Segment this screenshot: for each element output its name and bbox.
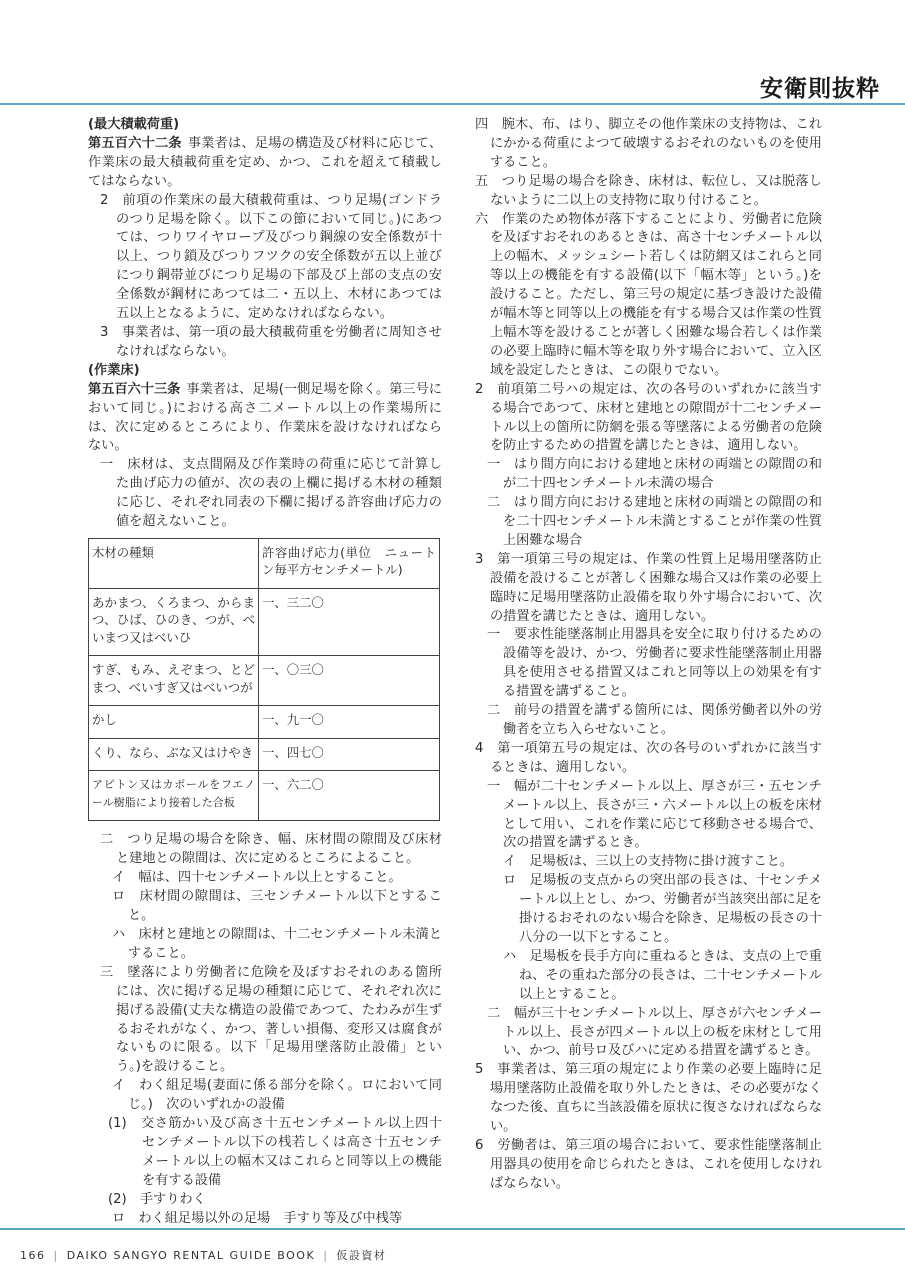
footer-separator: | [53,1249,59,1262]
sub-list-item: 一 幅が二十センチメートル以上、厚さが三・五センチメートル以上、長さが三・六メートル以上の板を床材として用い、これを作業に応じて移動させる場合で、次の措置を講ずるとき。 [487,778,822,851]
sub-list-item: 二 前号の措置を講ずる箇所には、関係労働者以外の労働者を立ち入らせないこと。 [487,703,822,737]
list-item: 二 つり足場の場合を除き、幅、床材間の隙間及び床材と建地との隙間は、次に定めるところによること。 [100,832,442,867]
paragraph: 5 事業者は、第三項の規定により作業の必要上臨時に足場用墜落防止設備を取り外したときは、その必要がなくなつた後、直ちに当該設備を原状に復さなければならない。 [475,1062,822,1135]
sub-sub-list-item: ロ 足場板の支点からの突出部の長さは、十センチメートル以上とし、かつ、労働者が当該突出部に足を掛けるおそれのない場合を除き、足場板の長さの十八分の一以下とすること。 [503,873,822,945]
table-cell-stress: 一、三二〇 [259,588,440,656]
article-562 [88,135,442,192]
article-text: 事業者は、足場(一側足場を除く。第三号において同じ。)における高さ二メートル以上の作業場所には、次に定めるところにより、作業床を設けなければならない。 [88,381,442,454]
table-row [89,706,440,739]
table-row [89,656,440,706]
table-row [89,738,440,771]
article-text: 事業者は、足場の構造及び材料に応じて、作業床の最大積載荷重を定め、かつ、これを超えて積載してはならない。 [88,135,443,189]
table-cell-wood: くり、なら、ぶな又はけやき [89,738,259,771]
list-item: 一 床材は、支点間隔及び作業時の荷重に応じて計算した曲げ応力の値が、次の表の上欄に掲げる木材の種類に応じ、それぞれ同表の下欄に掲げる許容曲げ応力の値を超えないこと。 [100,457,442,530]
table-header-row [89,538,440,588]
left-column [88,116,442,1228]
right-column [475,116,822,1194]
paragraph: 4 第一項第五号の規定は、次の各号のいずれかに該当するときは、適用しない。 [475,740,822,775]
table-header-wood: 木材の種類 [89,538,259,588]
table-header-stress: 許容曲げ応力(単位 ニュートン毎平方センチメートル) [259,538,440,588]
sub-list-item: ロ 床材間の隙間は、三センチメートル以下とすること。 [112,889,442,924]
page-title: 安衛則抜粋 [760,76,880,102]
table-row [89,588,440,656]
article-number: 第五百六十三条 [88,381,181,397]
table-cell-stress: 一、九一〇 [259,706,440,739]
paragraph: 3 事業者は、第一項の最大積載荷重を労働者に周知させなければならない。 [100,324,442,359]
article-563 [88,381,442,457]
paragraph: 2 前項第二号ハの規定は、次の各号のいずれかに該当する場合であつて、床材と建地との隙間が十二センチメートル以上の箇所に防網を張る等墜落による労働者の危険を防止するための措置を講じたときは、適用しない。 [475,381,822,454]
list-item: 四 腕木、布、はり、脚立その他作業床の支持物は、これにかかる荷重によつて破壊するおそれのないものを使用すること。 [475,117,822,170]
table-row [89,771,440,821]
section-name: 仮設資材 [336,1249,387,1262]
footer [20,1247,386,1263]
book-title: DAIKO SANGYO RENTAL GUIDE BOOK [66,1249,316,1262]
section-heading-work-floor: (作業床) [88,362,140,378]
sub-list-item: イ わく組足場(妻面に係る部分を除く。ロにおいて同じ。) 次のいずれかの設備 [112,1078,442,1113]
table-cell-wood: あかまつ、くろまつ、からまつ、ひば、ひのき、つが、べいまつ又はべいひ [89,588,259,656]
sub-list-item: ハ 床材と建地との隙間は、十二センチメートル未満とすること。 [112,926,442,961]
sub-list-item: 一 はり間方向における建地と床材の両端との隙間の和が二十四センチメートル未満の場合 [487,457,822,492]
section-heading-max-load: (最大積載荷重) [88,117,180,132]
sub-sub-list-item: ハ 足場板を長手方向に重ねるときは、支点の上で重ね、その重ねた部分の長さは、二十センチメートル以上とすること。 [503,948,822,1002]
table-cell-stress: 一、六二〇 [259,771,440,821]
allowable-stress-table [88,538,440,822]
sub-sub-list-item: イ 足場板は、三以上の支持物に掛け渡すこと。 [503,854,794,870]
paragraph: 3 第一項第三号の規定は、作業の性質上足場用墜落防止設備を設けることが著しく困難な場合又は作業の必要上臨時に足場用墜落防止設備を取り外す場合において、次の措置を講じたときは、適用しない。 [475,551,822,624]
sub-list-item: ロ わく組足場以外の足場 手すり等及び中桟等 [112,1210,403,1226]
footer-rule [0,1228,905,1230]
list-item: 五 つり足場の場合を除き、床材は、転位し、又は脱落しないように二以上の支持物に取り付けること。 [475,173,822,208]
sub-sub-list-item: (1) 交さ筋かい及び高さ十五センチメートル以上四十センチメートル以下の桟若しくは高さ十五センチメートル以上の幅木又はこれらと同等以上の機能を有する設備 [108,1116,442,1188]
title-rule [0,103,905,105]
table-cell-wood: かし [89,706,259,739]
paragraph: 2 前項の作業床の最大積載荷重は、つり足場(ゴンドラのつり足場を除く。以下この節において同じ。)にあつては、つりワイヤロープ及びつり鋼線の安全係数が十以上、つり鎖及びつりフツクの安全係数が五以上並びにつり鋼帯並びにつり足場の下部及び上部の支点の安全係数が鋼材にあつては二・五以上、木材にあつては五以上となるように、定めなければならない。 [100,192,442,322]
table-cell-wood: アピトン又はカポールをフエノール樹脂により接着した合板 [89,771,259,821]
sub-list-item: 二 幅が三十センチメートル以上、厚さが六センチメートル以上、長さが四メートル以上の板を床材として用い、かつ、前号ロ及びハに定める措置を講ずるとき。 [487,1005,822,1059]
table-cell-wood: すぎ、もみ、えぞまつ、とどまつ、べいすぎ又はべいつが [89,656,259,706]
sub-list-item: イ 幅は、四十センチメートル以上とすること。 [112,870,402,886]
sub-list-item: 一 要求性能墜落制止用器具を安全に取り付けるための設備等を設け、かつ、労働者に要求性能墜落制止用器具を使用させる措置又はこれと同等以上の効果を有する措置を講ずること。 [487,627,822,700]
sub-list-item: 二 はり間方向における建地と床材の両端との隙間の和を二十四センチメートル未満とすることが作業の性質上困難な場合 [487,495,822,548]
table-cell-stress: 一、〇三〇 [259,656,440,706]
page-number: 166 [20,1249,46,1262]
article-number: 第五百六十二条 [88,135,182,151]
footer-separator: | [323,1249,329,1262]
sub-sub-list-item: (2) 手すりわく [108,1191,206,1207]
list-item: 六 作業のため物体が落下することにより、労働者に危険を及ぼすおそれのあるときは、高さ十センチメートル以上の幅木、メッシュシート若しくは防網又はこれらと同等以上の機能を有する設備(以下「幅木等」という。)を設けること。ただし、第三号の規定に基づき設けた設備が幅木等と同等以上の機能を有する場合又は作業の性質上幅木等を設けることが著しく困難な場合若しくは作業の必要上臨時に幅木等を取り外す場合において、立入区域を設定したときは、この限りでない。 [475,211,822,378]
table-cell-stress: 一、四七〇 [259,738,440,771]
paragraph: 6 労働者は、第三項の場合において、要求性能墜落制止用器具の使用を命じられたときは、これを使用しなければならない。 [475,1137,822,1191]
list-item: 三 墜落により労働者に危険を及ぼすおそれのある箇所には、次に掲げる足場の種類に応じて、それぞれ次に掲げる設備(丈夫な構造の設備であつて、たわみが生ずるおそれがなく、かつ、著しい損傷、変形又は腐食がないものに限る。以下「足場用墜落防止設備」という。)を設けること。 [100,964,442,1075]
